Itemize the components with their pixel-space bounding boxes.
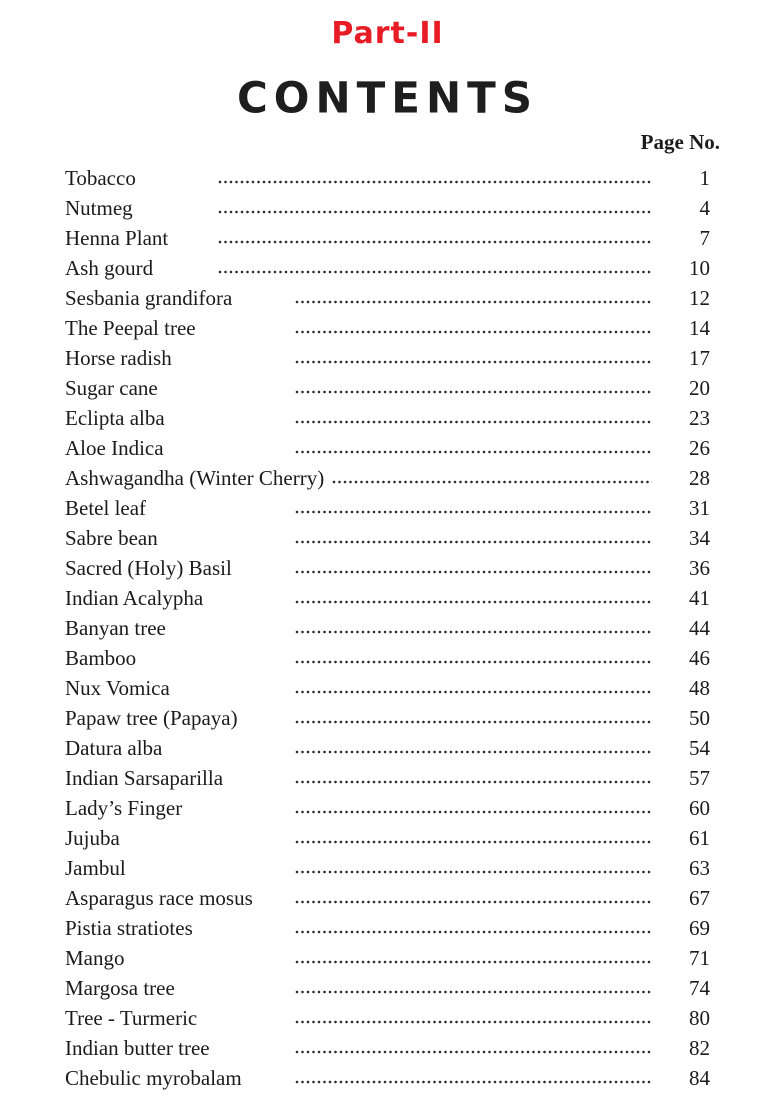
toc-entry-page: 36 (689, 556, 710, 580)
toc-row (65, 941, 710, 971)
toc-entry-page: 41 (689, 586, 710, 610)
toc-entry-title: Sacred (Holy) Basil (65, 556, 232, 580)
toc-entry-page: 34 (689, 526, 710, 550)
toc-entry-page: 20 (689, 376, 710, 400)
toc-entry-page: 1 (699, 166, 710, 190)
toc-entry-title: Ash gourd (65, 256, 154, 280)
dot-leader (295, 360, 652, 364)
dot-leader (295, 870, 652, 874)
dot-leader (295, 300, 652, 304)
dot-leader (295, 780, 652, 784)
toc-row (65, 281, 710, 311)
toc-entry-page: 80 (689, 1006, 710, 1030)
toc-row (65, 191, 710, 221)
toc-entry-page: 63 (689, 856, 710, 880)
toc-entry-title: Indian Sarsaparilla (65, 766, 224, 790)
toc-entry-title: Datura alba (65, 736, 163, 760)
toc-entry-page: 50 (689, 706, 710, 730)
dot-leader (295, 510, 652, 514)
toc-entry-title: Henna Plant (65, 226, 169, 250)
toc-entry-title: Jujuba (65, 826, 120, 850)
toc-entry-title: Horse radish (65, 346, 172, 370)
toc-row (65, 911, 710, 941)
dot-leader (295, 840, 652, 844)
dot-leader (332, 480, 652, 484)
dot-leader (295, 930, 652, 934)
toc-row (65, 1001, 710, 1031)
toc-row (65, 491, 710, 521)
toc-entry-title: The Peepal tree (65, 316, 196, 340)
toc-entry-page: 54 (689, 736, 710, 760)
toc-entry-page: 26 (689, 436, 710, 460)
toc-entry-page: 60 (689, 796, 710, 820)
dot-leader (218, 180, 652, 184)
dot-leader (295, 450, 652, 454)
dot-leader (295, 540, 652, 544)
toc-row (65, 791, 710, 821)
toc-row (65, 731, 710, 761)
toc-row (65, 371, 710, 401)
toc-entry-title: Papaw tree (Papaya) (65, 706, 238, 730)
toc-entry-title: Lady’s Finger (65, 796, 183, 820)
toc-row (65, 611, 710, 641)
toc-entry-title: Pistia stratiotes (65, 916, 193, 940)
toc-entry-page: 12 (689, 286, 710, 310)
toc-entry-page: 61 (689, 826, 710, 850)
toc-row (65, 311, 710, 341)
toc-entry-page: 74 (689, 976, 710, 1000)
toc-entry-page: 71 (689, 946, 710, 970)
toc-entry-title: Tree - Turmeric (65, 1006, 198, 1030)
dot-leader (295, 660, 652, 664)
toc-entry-title: Eclipta alba (65, 406, 165, 430)
toc-row (65, 461, 710, 491)
toc-entry-title: Indian butter tree (65, 1036, 210, 1060)
dot-leader (295, 390, 652, 394)
toc-entry-title: Banyan tree (65, 616, 166, 640)
toc-row (65, 551, 710, 581)
toc-entry-title: Aloe Indica (65, 436, 164, 460)
toc-row (65, 701, 710, 731)
toc-entry-page: 46 (689, 646, 710, 670)
dot-leader (295, 960, 652, 964)
dot-leader (295, 1050, 652, 1054)
toc-entry-page: 84 (689, 1066, 710, 1090)
toc-entry-title: Tobacco (65, 166, 136, 190)
toc-entry-title: Sabre bean (65, 526, 158, 550)
dot-leader (295, 1080, 652, 1084)
toc-entry-page: 23 (689, 406, 710, 430)
toc-entry-page: 17 (689, 346, 710, 370)
toc-entry-page: 69 (689, 916, 710, 940)
dot-leader (295, 570, 652, 574)
toc-row (65, 161, 710, 191)
toc-entry-page: 31 (689, 496, 710, 520)
toc-row (65, 971, 710, 1001)
dot-leader (295, 420, 652, 424)
toc-entry-title: Bamboo (65, 646, 137, 670)
toc-row (65, 431, 710, 461)
toc-entry-page: 7 (699, 226, 710, 250)
toc-entry-page: 57 (689, 766, 710, 790)
toc-row (65, 401, 710, 431)
dot-leader (295, 810, 652, 814)
toc-entry-title: Asparagus race mosus (65, 886, 253, 910)
toc-entry-page: 82 (689, 1036, 710, 1060)
toc-entry-page: 28 (689, 466, 710, 490)
toc-entry-page: 4 (699, 196, 710, 220)
toc-row (65, 1031, 710, 1061)
toc-entry-page: 67 (689, 886, 710, 910)
toc-row (65, 671, 710, 701)
contents-title: CONTENTS (236, 72, 539, 123)
dot-leader (295, 690, 652, 694)
toc-row (65, 341, 710, 371)
toc-entry-title: Ashwagandha (Winter Cherry) (65, 466, 325, 490)
dot-leader (295, 600, 652, 604)
toc-entry-title: Indian Acalypha (65, 586, 204, 610)
toc-row (65, 851, 710, 881)
dot-leader (295, 990, 652, 994)
toc-row (65, 581, 710, 611)
toc-entry-title: Nutmeg (65, 196, 133, 220)
dot-leader (295, 750, 652, 754)
toc-entry-title: Sugar cane (65, 376, 158, 400)
toc-entry-title: Betel leaf (65, 496, 147, 520)
dot-leader (295, 630, 652, 634)
toc-entry-title: Nux Vomica (65, 676, 170, 700)
toc-entry-page: 10 (689, 256, 710, 280)
toc-entry-title: Jambul (65, 856, 126, 880)
dot-leader (295, 330, 652, 334)
page-no-header: Page No. (640, 130, 720, 154)
toc-entry-title: Margosa tree (65, 976, 175, 1000)
dot-leader (295, 900, 652, 904)
toc-row (65, 881, 710, 911)
toc-entry-title: Chebulic myrobalam (65, 1066, 242, 1090)
part-title: Part-II (331, 16, 444, 51)
toc-row (65, 521, 710, 551)
toc-list (65, 161, 710, 1091)
toc-row (65, 1061, 710, 1091)
dot-leader (218, 270, 652, 274)
toc-row (65, 821, 710, 851)
toc-entry-title: Sesbania grandifora (65, 286, 233, 310)
toc-row (65, 221, 710, 251)
toc-entry-title: Mango (65, 946, 125, 970)
dot-leader (218, 240, 652, 244)
toc-row (65, 251, 710, 281)
dot-leader (218, 210, 652, 214)
toc-row (65, 641, 710, 671)
toc-row (65, 761, 710, 791)
toc-entry-page: 48 (689, 676, 710, 700)
dot-leader (295, 720, 652, 724)
toc-entry-page: 44 (689, 616, 710, 640)
dot-leader (295, 1020, 652, 1024)
toc-entry-page: 14 (689, 316, 710, 340)
